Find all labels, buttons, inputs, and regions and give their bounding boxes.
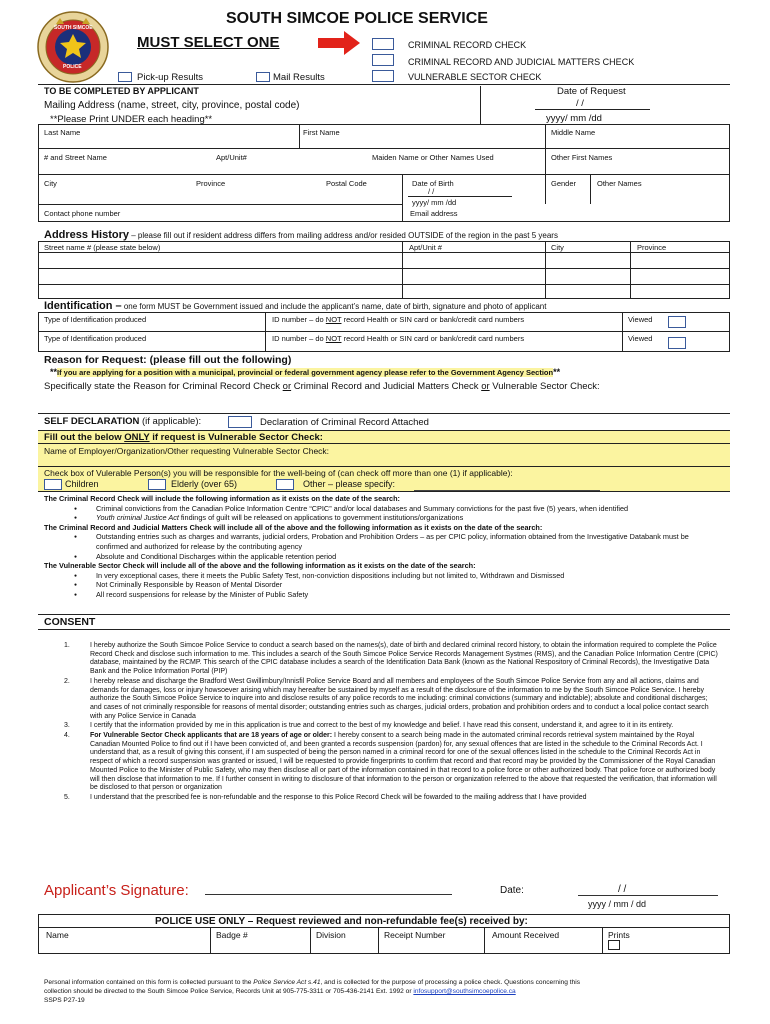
- id-not-2: NOT: [325, 334, 342, 343]
- id-not-1: NOT: [325, 315, 342, 324]
- checkbox-viewed-1[interactable]: [668, 316, 686, 328]
- ah-street-col: Street name # (please state below): [44, 243, 161, 252]
- employment-stars-a: **: [50, 367, 58, 377]
- address-history-note: – please fill out if resident address differs from mailing address and/or resided OUTSIDE of the region in the past 5 years: [128, 231, 558, 240]
- id-type-label-1: Type of Identification produced: [44, 315, 147, 324]
- applicant-grid: [38, 124, 730, 222]
- self-declaration-row: [44, 416, 201, 427]
- signature-line[interactable]: [205, 894, 452, 895]
- crc-item-1: ● Criminal convictions from the Canadian Police Information Centre “CPIC” and/or local databases and Summary convictions for the past five (5) years, when identified: [44, 504, 716, 514]
- other-specify-line[interactable]: [414, 490, 600, 491]
- checkbox-vulnerable-sector[interactable]: [372, 70, 394, 82]
- vs-item-1: ● In very exceptional cases, there it meets the Public Safety Test, non-conviction dispositions including but not limited to, Withdrawn and Dismissed: [44, 571, 716, 581]
- viewed-label-2: Viewed: [628, 334, 653, 343]
- employment-note: If you are applying for a position with a municipal, provincial or federal government agency please refer to the Government Agency Section: [57, 368, 554, 377]
- consent-num-3: 3.: [64, 722, 70, 730]
- police-amount-col: Amount Received: [492, 930, 560, 940]
- option-criminal-record: CRIMINAL RECORD CHECK: [408, 40, 527, 50]
- children-label: Children: [65, 479, 99, 489]
- dob-label: Date of Birth: [412, 179, 454, 188]
- signature-date-line[interactable]: [578, 895, 718, 896]
- mail-label: Mail Results: [273, 72, 325, 83]
- checkbox-prints[interactable]: [608, 940, 620, 950]
- id-number-label-1: [272, 315, 524, 324]
- employment-stars-b: **: [553, 367, 561, 377]
- maiden-name-label: Maiden Name or Other Names Used: [372, 153, 494, 162]
- province-label: Province: [196, 179, 226, 188]
- pickup-label: Pick-up Results: [137, 72, 203, 83]
- identification-note: one form MUST be Government issued and include the applicant’s name, date of birth, signature and photo of applicant: [121, 302, 547, 311]
- ah-city-col: City: [551, 243, 564, 252]
- other-names-label: Other Names: [597, 179, 642, 188]
- page-title: SOUTH SIMCOE POLICE SERVICE: [226, 10, 488, 27]
- police-name-col: Name: [46, 930, 69, 940]
- checkbox-viewed-2[interactable]: [668, 337, 686, 349]
- jm-item-1: ● Outstanding entries such as charges and warrants, judicial orders, Probation and Prohibition Orders – as per CPIC policy, information obtained from the Investigative Databank must be confirmed and authorized for release by the contributing agency: [44, 532, 716, 551]
- privacy-b: , and is collected for the purpose of processing a police check. Questions concerning this: [320, 979, 580, 986]
- id-prefix-1: ID number – do: [272, 315, 326, 324]
- consent-item-2: [38, 678, 718, 722]
- crc-heading: The Criminal Record Check will include the following information as it exists on the date of the search:: [44, 494, 400, 503]
- form-code: SSPS P27-19: [44, 997, 85, 1004]
- check-information-list: [44, 494, 716, 600]
- privacy-a: Personal information contained on this form is collected pursuant to the: [44, 979, 254, 986]
- self-declaration-label: SELF DECLARATION: [44, 416, 140, 427]
- declaration-attached-label: Declaration of Criminal Record Attached: [260, 417, 429, 428]
- checkbox-self-declaration[interactable]: [228, 416, 252, 428]
- privacy-c: collection should be directed to the South Simcoe Police Service, Records Unit at 905-775-3311 or 705-436-2141 Ext. 1992 or: [44, 988, 414, 995]
- identification-title: Identification –: [44, 300, 122, 312]
- gender-label: Gender: [551, 179, 577, 188]
- date-of-request-format: yyyy/ mm /dd: [546, 113, 602, 124]
- employer-label: Name of Employer/Organization/Other requesting Vulnerable Sector Check:: [44, 446, 330, 456]
- specify-b: Criminal Record and Judicial Matters Check: [291, 381, 482, 392]
- other-first-names-label: Other First Names: [551, 153, 613, 162]
- mailing-address-label: Mailing Address (name, street, city, province, postal code): [44, 100, 300, 111]
- jm-item-2: ● Absolute and Conditional Discharges within the applicable retention period: [44, 552, 716, 562]
- police-crest-icon: [36, 10, 110, 84]
- identification-heading: [44, 300, 546, 312]
- id-type-label-2: Type of Identification produced: [44, 334, 147, 343]
- consent-text-4: I hereby consent to a search being made in the automated criminal records retrieval system maintained by the Royal Canadian Mounted Police to find out if I have been convicted of, and been granted a records suspension (pardon) for, any sexual offences that are listed in the schedule to the Criminal Records Act. I understand that, as a result of giving this consent, if I am suspected of being the person named in a criminal record for one of the sexual offences listed in the schedule to the Criminal Records Act in respect of which a record suspension was granted or issued, I will be requested to provide fingerprints to confirm that record and that record may be provided by the Commissioner of the Royal Canadian Mounted Police to the Minister of Public Safety, who may then disclose all or part of the information contained in that record to a police force or other authorized body. That police force or authorized body will then disclose that information to me. If I further consent in writing to disclosure of that information to the person or organization referred to the above that requested the verification, that information will be disclosed to that person or organization: [90, 732, 717, 792]
- police-logo: [36, 10, 110, 84]
- consent-text-3: I certify that the information provided by me in this application is true and correct to the best of my knowledge and belief. I have read this consent, understand it, and agree to it in its entirety.: [90, 722, 674, 730]
- email-label: Email address: [410, 209, 458, 218]
- dob-format: yyyy/ mm /dd: [412, 198, 457, 207]
- specify-a: Specifically state the Reason for Criminal Record Check: [44, 381, 283, 392]
- apt-label: Apt/Unit#: [216, 153, 247, 162]
- last-name-label: Last Name: [44, 128, 81, 137]
- signature-label: Applicant’s Signature:: [44, 882, 189, 899]
- vulnerable-only: ONLY: [124, 432, 150, 443]
- vulnerable-fill-row: [44, 432, 323, 443]
- signature-date-label: Date:: [500, 885, 524, 896]
- signature-date-format: yyyy / mm / dd: [588, 899, 647, 909]
- consent-list: [38, 642, 718, 803]
- consent-text-1: I hereby authorize the South Simcoe Police Service to conduct a search based on the names(s), date of birth and declared criminal record history, to obtain the information required to complete the Police Record Check and disclose such information to me. This includes a search of the South Simcoe Police Service Records Management Systmes (RMS), and the Canadian Police Information Centre (CPIC) database, maintained by the RCMP. This search of the CPIC database includes a search of the Identification Data Bank (known as the National Respository of Criminal Records), the Investigative Data Bank and the Police Information Portal (PIP): [90, 642, 718, 676]
- applicant-heading: TO BE COMPLETED BY APPLICANT: [44, 86, 199, 96]
- checkbox-mail[interactable]: [256, 72, 270, 82]
- checkbox-pickup[interactable]: [118, 72, 132, 82]
- street-label: # and Street Name: [44, 153, 107, 162]
- middle-name-label: Middle Name: [551, 128, 596, 137]
- checkbox-elderly[interactable]: [148, 479, 166, 490]
- id-suffix-1: record Health or SIN card or bank/credit card numbers: [341, 315, 525, 324]
- ah-province-col: Province: [637, 243, 667, 252]
- specify-or-2: or: [481, 381, 490, 392]
- police-use-title: POLICE USE ONLY – Request reviewed and non-refundable fee(s) received by:: [155, 916, 528, 927]
- id-number-label-2: [272, 334, 524, 343]
- consent-num-2: 2.: [64, 677, 70, 685]
- postal-code-label: Postal Code: [326, 179, 367, 188]
- privacy-line-2: [44, 987, 724, 996]
- reason-specify-row: [44, 381, 600, 392]
- consent-item-5: [38, 794, 718, 803]
- privacy-notice: [44, 978, 724, 1005]
- checkbox-children[interactable]: [44, 479, 62, 490]
- ah-apt-col: Apt/Unit #: [409, 243, 442, 252]
- id-prefix-2: ID number – do: [272, 334, 326, 343]
- privacy-line-1: [44, 978, 724, 987]
- jm-heading: The Criminal Record and Judicial Matters Check will include all of the above and the following information as it exists on the date of the search:: [44, 522, 543, 532]
- vs-item-3: ● All record suspensions for release by the Minister of Public Safety: [44, 590, 716, 600]
- self-declaration-if: (if applicable):: [139, 416, 202, 427]
- consent-text-5: I understand that the prescribed fee is non-refundable and the response to this Police Record Check will be fowarded to the mailing address that I have provided: [90, 793, 587, 801]
- consent-item-4: [38, 732, 718, 793]
- employment-note-row: [50, 367, 560, 377]
- date-of-request-label: Date of Request: [557, 86, 626, 97]
- police-prints-col: Prints: [608, 930, 630, 940]
- logo-text-bottom: POLICE: [63, 64, 82, 70]
- specify-c: Vulnerable Sector Check:: [489, 381, 600, 392]
- signature-date-slashes: / /: [618, 884, 627, 895]
- address-history-title: Address History: [44, 229, 129, 241]
- consent-num-4: 4.: [64, 732, 70, 740]
- checkbox-judicial-matters[interactable]: [372, 54, 394, 66]
- reason-title: Reason for Request: (please fill out the following): [44, 354, 292, 366]
- address-history-heading: [44, 229, 558, 241]
- consent-bold-4: For Vulnerable Sector Check applicants that are 18 years of age or older:: [90, 732, 333, 740]
- print-under-note: **Please Print UNDER each heading**: [50, 114, 213, 125]
- reason-input-area[interactable]: [38, 396, 730, 413]
- crc-item-2: [44, 513, 716, 523]
- police-receipt-col: Receipt Number: [384, 930, 446, 940]
- other-specify-label: Other – please specify:: [303, 479, 396, 489]
- checkbox-criminal-record[interactable]: [372, 38, 394, 50]
- must-select-label: MUST SELECT ONE: [137, 34, 280, 51]
- logo-text-top: SOUTH SIMCOE: [54, 25, 93, 31]
- viewed-label-1: Viewed: [628, 315, 653, 324]
- vs-item-2: ● Not Criminally Responsible by Reason of Mental Disorder: [44, 580, 716, 590]
- id-suffix-2: record Health or SIN card or bank/credit card numbers: [341, 334, 525, 343]
- consent-num-1: 1.: [64, 642, 70, 649]
- arrow-icon: [318, 31, 360, 57]
- vulnerable-fill-b: if request is Vulnerable Sector Check:: [149, 432, 323, 443]
- vs-heading: The Vulnerable Sector Check will include all of the above and the following information as it exists on the date of the search:: [44, 561, 476, 571]
- police-division-col: Division: [316, 930, 346, 940]
- phone-label: Contact phone number: [44, 209, 121, 218]
- consent-text-2: I hereby release and discharge the Bradford West Gwillimbury/Innisfil Police Service Board and all members and employees of the South Simcoe Police Service from any and all actions, claims and demands for damages, loss or injury howsoever arising which may hereafter be sustained by myself as a result of the disclosure of the information to me by the South Simcoe Police Service. I hereby authorize the South Simcoe Police Service to inquire into and disclose results of any police records to me including: criminal convictions (summary and indictable); absolute and conditional discharges; and cases of not criminally responsible for reasons of mental disorder; outstanding entries such as charges, judicial orders, probation and prohibition orders and to conduct a local police contact search with any Police Service in Canada: [90, 677, 709, 720]
- privacy-act: Police Service Act s.41: [253, 979, 321, 986]
- city-label: City: [44, 179, 57, 188]
- crc-item-2-text: findings of guilt will be released on applications to government institutions/organizations: [178, 513, 464, 523]
- first-name-label: First Name: [303, 128, 340, 137]
- vulnerable-persons-label: Check box of Vulerable Person(s) you will be responsible for the well-being of (can check off more than one (1) if applicable):: [44, 468, 513, 478]
- checkbox-other[interactable]: [276, 479, 294, 490]
- elderly-label: Elderly (over 65): [171, 479, 238, 489]
- consent-title: CONSENT: [44, 616, 96, 628]
- dob-slashes: / /: [428, 187, 435, 196]
- option-vulnerable-sector: VULNERABLE SECTOR CHECK: [408, 72, 542, 82]
- ycja-label: Youth criminal Justice Act: [96, 513, 179, 523]
- consent-item-1: [38, 642, 718, 677]
- contact-email-link[interactable]: infosupport@southsimcoepolice.ca: [413, 988, 516, 995]
- consent-num-5: 5.: [64, 793, 70, 801]
- date-of-request-slashes: / /: [576, 98, 584, 109]
- consent-item-3: [38, 722, 718, 731]
- option-judicial-matters: CRIMINAL RECORD AND JUDICIAL MATTERS CHECK: [408, 57, 635, 67]
- police-badge-col: Badge #: [216, 930, 248, 940]
- vulnerable-fill-a: Fill out the below: [44, 432, 125, 443]
- specify-or-1: or: [282, 381, 292, 392]
